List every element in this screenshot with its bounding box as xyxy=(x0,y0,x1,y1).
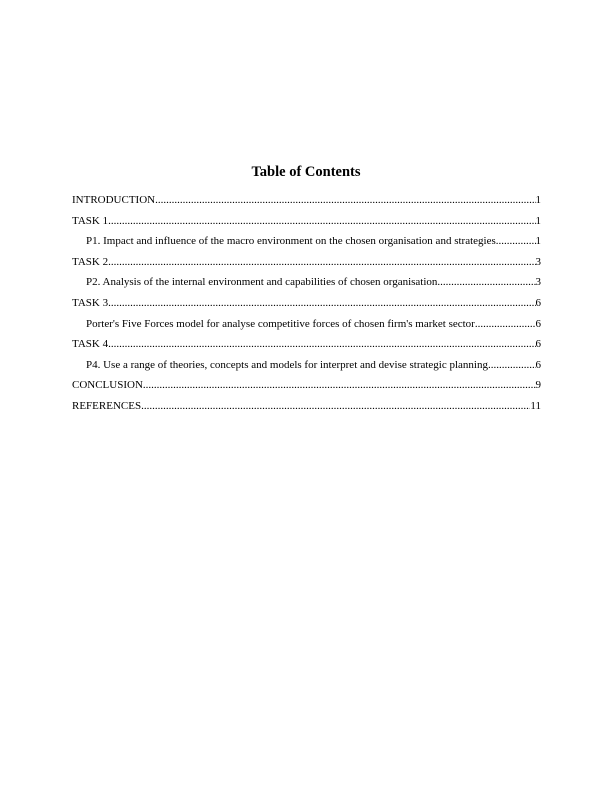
toc-entry-task-3[interactable] xyxy=(72,296,541,317)
toc-dot-leader xyxy=(108,255,535,269)
toc-entry-p2[interactable] xyxy=(72,275,541,296)
toc-dot-leader xyxy=(488,358,536,372)
toc-dot-leader xyxy=(143,378,536,392)
toc-entry-label: REFERENCES xyxy=(72,399,142,412)
toc-entry-porters-five-forces[interactable] xyxy=(72,317,541,338)
toc-entry-label: P4. Use a range of theories, concepts and models for interpret and devise strategic planning xyxy=(86,358,488,371)
toc-entry-task-2[interactable] xyxy=(72,255,541,276)
toc-entry-label: Porter's Five Forces model for analyse competitive forces of chosen firm's market sector xyxy=(86,317,475,330)
toc-entry-label: CONCLUSION xyxy=(72,379,143,392)
toc-entry-task-4[interactable] xyxy=(72,337,541,358)
toc-entry-label: TASK 2 xyxy=(72,255,109,268)
toc-dot-leader xyxy=(496,234,536,248)
toc-entry-label: P1. Impact and influence of the macro environment on the chosen organisation and strategies xyxy=(86,235,496,248)
toc-entry-page: 1 xyxy=(535,194,541,206)
toc-entry-page: 6 xyxy=(535,338,541,351)
toc-entry-page: 6 xyxy=(535,317,541,330)
toc-dot-leader xyxy=(108,337,535,351)
toc-entry-label: INTRODUCTION xyxy=(72,194,156,206)
toc-dot-leader xyxy=(108,214,535,228)
toc-dot-leader xyxy=(155,193,535,207)
table-of-contents xyxy=(72,193,541,420)
toc-entry-page: 11 xyxy=(530,399,541,412)
toc-entry-label: TASK 4 xyxy=(72,338,109,351)
toc-entry-page: 1 xyxy=(535,214,541,227)
toc-entry-page: 3 xyxy=(535,255,541,268)
toc-entry-label: P2. Analysis of the internal environment and capabilities of chosen organisation xyxy=(86,276,438,289)
toc-dot-leader xyxy=(141,399,530,413)
toc-entry-conclusion[interactable] xyxy=(72,378,541,399)
toc-entry-label: TASK 1 xyxy=(72,214,109,227)
toc-entry-page: 9 xyxy=(535,379,541,392)
toc-entry-introduction[interactable] xyxy=(72,193,541,214)
toc-entry-page: 1 xyxy=(535,235,541,248)
toc-entry-task-1[interactable] xyxy=(72,214,541,235)
toc-dot-leader xyxy=(475,317,536,331)
toc-entry-label: TASK 3 xyxy=(72,296,109,309)
toc-dot-leader xyxy=(108,296,535,310)
toc-entry-p1[interactable] xyxy=(72,234,541,255)
toc-entry-page: 6 xyxy=(535,358,541,371)
toc-entry-references[interactable] xyxy=(72,399,541,420)
toc-title: Table of Contents xyxy=(251,164,361,180)
toc-entry-p4[interactable] xyxy=(72,358,541,379)
toc-dot-leader xyxy=(437,275,535,289)
toc-entry-page: 3 xyxy=(535,276,541,289)
toc-entry-page: 6 xyxy=(535,296,541,309)
